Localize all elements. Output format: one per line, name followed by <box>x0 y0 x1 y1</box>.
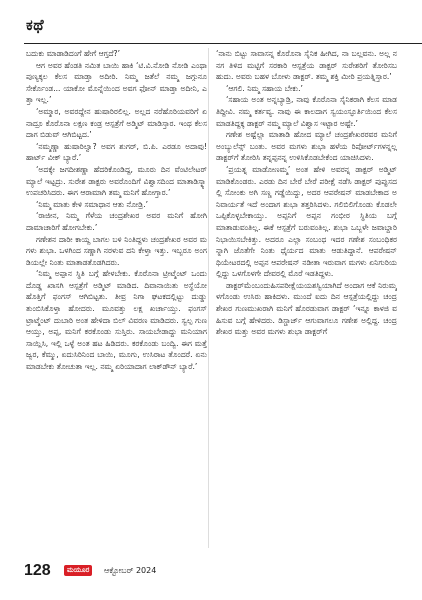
paragraph: ‘ನಿಮ್ಮ ಮಾತು ಕೇಳಿ ಸಮಾಧಾನ ಆತು ನೋಡ್ರಿ.’ <box>36 199 149 209</box>
paragraph: ‘ರಾಜೀನ, ನಿಮ್ಮ ಗೆಳೆಯ ಚಂದ್ರಶೇಖರ ಅವರ ಮನಿಗೆ ಹೋಗಿ ದಾಮಾಚಾರಿಗೆ ಹೋಗಬೇಕು.’ <box>26 211 207 232</box>
right-column <box>216 48 397 546</box>
paragraph: ‘ಅಮ್ಮಾರ, ಅವರದ್ದೇನ ಹುಷಾರಿರಲಿಲ್ಲ. ಅಲ್ಲದ ನರೆಹೊರಿಯವರಿಗೆ ಏನಾದ್ರೂ ಕೊರೊನಾ ಲಕ್ಷಣ ಕಂಡ್ರ ಆಸ್ಪತ್ರೆಗೆ ಅಡ್ಮಿಟ್ ಮಾಡಿಸ್ತಾರ. ಇಂಥ ಕೆಲಸದಾಗ ಬಿಡುವ್ ಆಗಿಬಿಟ್ಟದ.’ <box>26 106 207 140</box>
paragraph: ಗಣೇಶನ ದಾರೀ ಕಾಯ್ದ ಬಾಗಲ ಬಳಿ ನಿಂತಿದ್ದಳು ಚಂದ್ರಶೇಖರ ಅವರ ಮಗಳು ಶುಭಾ. ಒಳಗಿಂದ ಸಣ್ಣಾಗಿ ನರಳುವ ದನಿ ಕೇಳ್ತಾ ಇತ್ತು. ಇಬ್ಬರೂ ಅಂಗಡಿಯಲ್ಲೇ ನಿಂತು ಮಾತಾಡತೊಡಗಿದರು. <box>26 234 207 267</box>
page-header <box>24 10 422 40</box>
paragraph: ‘ಪ್ರಯತ್ನ ಮಾಡೋಣಮ್ಮ’ ಅಂತ ಹೇಳಿ ಅವರನ್ನ ಡಾಕ್ಟರ್ ಅಡ್ಮಿಟ್ ಮಾಡಿಕೊಂಡರು. ಎರಡು ದಿನ ಬೇರೆ ಬೇರೆ ಪರೀಕ್ಷೆ ನಡೆಸಿ ಡಾಕ್ಟರ್ ಪುಪ್ಪುಸದಲ್ಲಿ ಸೋಂಕು ಅಗಿ ಸಣ್ಣ ಗಡ್ಡೆಯಿದ್ದು, ಅದರ ಆಪರೇಷನ್ ಮಾಡಬೇಕಾದ ಅನಿವಾರ್ಯತೆ ಇದೆ ಅಂದಾಗ ಶುಭಾ ತತ್ತರಿಸಿದಳು. ಗಲಿಬಿಲಿಗೊಂಡು ಕೊಡಲೇ ಒಪ್ಪಿಕೊಳ್ಳಬೇಕಾಯ್ತು. ಅಪ್ಪನಿಗೆ ಅಪ್ಪನ ಗಂಭೀರ ಸ್ಥಿತಿಯ ಬಗ್ಗೆ ಮಾತಾಡುವಂತಿಲ್ಲ. ಈಕೆ ಆಸ್ಪತ್ರೆಗೆ ಬರುವಂತಿಲ್ಲ. ಶುಭಾ ಒಬ್ಬಳೇ ಜವಾಬ್ದಾರಿ ನಿಭಾಯಿಸಬೇಕಿತ್ತು. ಅದರೂ ಎಲ್ಲಾ ಸಂಬಂಧ ಇದರ ಗಣೇಶ ಸಂಬಂಧಿಕರನ್ನಾಗಿ ಜೊತೆಗೇ ನಿಂತು ಧೈರ್ಯದ ಮಾತು ಆಡುತಿದ್ದಾನೆ. ಆಪರೇಷನ್ ಥಿಯೇಟರದಲ್ಲಿ ಅಪ್ಪನ ಆಪರೇಷನ್ ನಡೀತಾ ಇರುವಾಗ ಮಗಳು ಏನಿಗುರಿಯಲ್ಲಿದ್ದು ಒಳಗೊಳಗೇ ದೇವರಲ್ಲಿ ಮೊರೆ ಇಡತಿದ್ದಳು. <box>216 164 397 279</box>
paragraph: ‘ನಿಮ್ಮ ಅಪ್ಪಾನ ಸ್ಥಿತಿ ಬಗ್ಗೆ ಹೇಳಬೇಕು. ಕೊರೊನಾ ಟ್ರೀಟ್ಮೆಂಟ್ ಒಂದು ದೊಡ್ಡ ಖಾಸಗಿ ಆಸ್ಪತ್ರೆಗೆ ಅಡ್ಮಿಟ್ ಮಾಡಿದ. ದಿವಾನಾಯಿತು ಅಸ್ಥೆಯೋ ಹೊತ್ತಿಗೆ ಫಂಗಸ್ ಆಗಿಬಿಟ್ಟತು. ತೀವ್ರ ನಿಗಾ ಘಟಕದಲ್ಲಿಟ್ಟು ದುಡ್ಡು ತುಂಬಿಸಿಕೊಳ್ತಾ ಹೋದರು. ಮೂವತ್ತು ಲಕ್ಷ ಖರ್ಚಾಯ್ತು. ಫಂಗಸ್ ಟ್ರಾಟ್ಮೆಂಟ್ ದುಬಾರಿ ಅಂತ ಹೇಳಿದಾ ಬಿಲ್ ವಿವರಣ ಮಾಡಿದರು. ಸ್ವಲ್ಪ ಗುಣ ಆಯ್ತು, ಅಪ್ಪ, ಮನಿಗೆ ಕರಕೊಂಡು ಸುಸ್ತಿರು. ಸಾಯಬೇಡಾದ್ದು ಮನಿಯಾಗ ಸಾಯ್ಲಿಸಿ, ಇಲ್ಲಿ ಒಳ್ಳೆ ಅಂತ ಹಟ ಹಿಡಿದರು. ಕರಕೊಂಡು ಬಂದ್ವಿ. ಈಗ ಮತ್ತೆ ಜ್ವರ, ಕೆಮ್ಮು, ಏದುಸಿರಿನಿಂದ ಬಾಯಿ, ಮೂಗು, ಉಸಿರಾಟ ತೊಂದರೆ. ಏನು ಮಾಡಬೇಕು ತೋಚುತಾ ಇಲ್ಲ. ನಮ್ಮ ಏರಿಯಾದಾಗ ಲಾಕ್‌ಡೌನ್ ಬ್ಯಾರೆ.’ <box>26 269 207 372</box>
paragraph: ‘ನಮ್ಮಣ್ಣಾ ಹುಷಾರಿಲ್ವಾ? ಅವಗ ಶುಗರ್, ಬಿ.ಪಿ. ಎರಡೂ ಅದಾವು! ಹಾರ್ಟ್ ವೀಕ್ ಬ್ಯಾರೆ.’ <box>26 141 207 163</box>
paragraph: ‘ಆಗಲಿ. ನಿಮ್ಮ ಸಹಾಯ ಬೇಕು.’ <box>226 83 303 93</box>
column-divider <box>208 48 209 548</box>
paragraph: ‘ಅದಕ್ಕೇ ಜಗದೀಶಣ್ಣಾ ಹೆದರಿಕೊಂಡಿದ್ದ, ಮೂರು ದಿನ ವೆಂಟಿಲೇಟರ್ ಮ್ಯಾಲೆ ಇಟ್ಟದ್ರು. ಸುರೇಶ ಡಾಕ್ಟರು ಅವರೊಂದಿಗೆ ವಿಶ್ವಾಸದಿಂದ ಮಾತಾಡಿಸ್ಕ್ಯಾ ಉಪಚರಿಸಿದರು. ಈಗ ಆರಾಮಾಗಿ ತಮ್ಮ ಮನಿಗೆ ಹೋಗ್ತಾರ.’ <box>26 164 207 198</box>
header-divider <box>24 43 422 44</box>
paragraph: ಡಾಕ್ಟರ್‌ಮೆಂಬಂದುಹಿಸಪರೀಕ್ಷೆಯಯಶಸ್ವಿಯಾಗಿದೆ ಅಂದಾಗ ಆಕೆ ನಿರುಮ್ಮಳಗೊಂಡು ಉಸಿರು ಹಾಕಿದಳು. ಮುಂದೆ ಐದು ದಿನ ಆಸ್ಪತ್ರೆಯಲ್ಲಿದ್ದು ಚಂದ್ರಶೇಖರ ಗುಣಮುಖರಾಗಿ ಮನಿಗೆ ಹೊರಡುವಾಗ ಡಾಕ್ಟರ್ ‘ಇನ್ನೂ ಕಾಳಜಿ ವಹಿಸುವ ಬಗ್ಗೆ ಹೇಳಿದರು. ಡಿಸ್ಚಾರ್ಜ್ ಆಗುವಾಗಲೂ ಗಣೇಶ ಅಲ್ಲಿದ್ದ. ಚಂದ್ರಶೇಖರ ಮತ್ತು ಅವರ ಮಗಳು ಶುಭಾ ಡಾಕ್ಟರ್‌ಗೆ <box>216 280 397 337</box>
paragraph: ‘ಸಹಾಯ ಅಂತ ಅನ್ನಬ್ಯಾಡ್ರಿ, ನಾವು ಕೊರೊನಾ ಸೈನಿಕರಾಗಿ ಕೆಲಸ ಮಾಡತಿದ್ದೀವಿ. ನಮ್ಮ ಕರ್ತವ್ಯ. ನಾವು ಈ ಕಾಲದಾಗ ಸ್ವಯಂಸ್ಫೂರ್ತಿಯಿಂದ ಕೆಲಸ ಮಾಡತಿದ್ದಕ್ಕ ಡಾಕ್ಟರ್ ನಮ್ಮ ಮ್ಯಾಲೆ ವಿಶ್ವಾಸ ಇಟ್ಟಾರ ಅಷ್ಟೇ.’ <box>216 95 397 128</box>
magazine-logo: ಮಯೂರ <box>64 565 92 576</box>
left-column <box>26 48 207 546</box>
page-footer <box>24 562 382 586</box>
page-number: 128 <box>24 562 51 579</box>
paragraph: ‘ನಾನು ಬಿಟ್ಟು ಸಾವಾಸನ್ನ ಕೊರೊನಾ ಸೈನಿಕ ಹೀಗಿದ, ನಾ ಬಲ್ಲವನು. ಅಲ್ಲ ನನಗ ತಿಳಿದ ಮಟ್ಟಿಗೆ ಸರಕಾರಿ ಆಸ್ಪತ್ರೆಯ ಡಾಕ್ಟರ್ ಸುರೇಶರಿಗೆ ತೋರಿಸಬಹುದು. ಅವರು ಬಹಳ ಬೋಳು ಡಾಕ್ಟರ್. ತಮ್ಮ ಶಕ್ತಿ ಮೀರಿ ಪ್ರಯತ್ನಿಸ್ತಾರ.’ <box>216 49 397 82</box>
paragraph: ಬದುಕು ಮಾಡಾಡಿದಂಗೆ ಹೇಗೆ ಆಗ್ತದೆ?’ <box>26 49 121 58</box>
paragraph: ಗಣೇಶ ಅಷ್ಟೆಲ್ಲಾ ಮಾತಾಡಿ ಹೋದ ಮ್ಯಾಲೆ ಚಂದ್ರಶೇಖರರವರ ಮನಿಗೆ ಅಂಬ್ಯುಲೆನ್ಸ್ ಬಂತು. ಅವರ ಮಗಳು ಶುಭಾ ಹಳೆಯ ರಿಪೋರ್ಟ್‌ಗಳನ್ನಲ್ಲ ಡಾಕ್ಟರ್‌ಗೆ ತೋರಿಸಿ ತನ್ನಪ್ಪನನ್ನ ಉಳಿಸಿಕೊಡಬೇಕೆಂದ ಯಾಚಿಸಿದಳು. <box>216 130 397 163</box>
section-title: ಕಥೆ <box>26 16 45 34</box>
issue-date: ಆಕ್ಟೋಬರ್ 2024 <box>104 566 157 575</box>
paragraph: ಆಗ ಅವರ ಹೆಂಡತಿ ನಮಿತ ಬಾಯಿ ಹಾಕಿ ‘ಟಿ.ವಿ.ನೋಡಿ ನೋಡಿ ಎಂಥಾ ಪುಣ್ಯಕ್ಕಲ ಕೆಲಸ ಮಾಡ್ತಾ ಅದೀರಿ. ನಿಮ್ಮ ಜತೆಲೆ ನಮ್ಮ ಜಗ್ಗುನೂ ಸೇರ್ಕೊಂಡ... ಯಾಕೋ ಮೊನ್ನೆಯಿಂದ ಅವಗ ಫೋನ್ ಮಾಡ್ತಾ ಅದೀನಿ, ಎತ್ತಾ ಇಲ್ಲ.’ <box>26 60 207 105</box>
